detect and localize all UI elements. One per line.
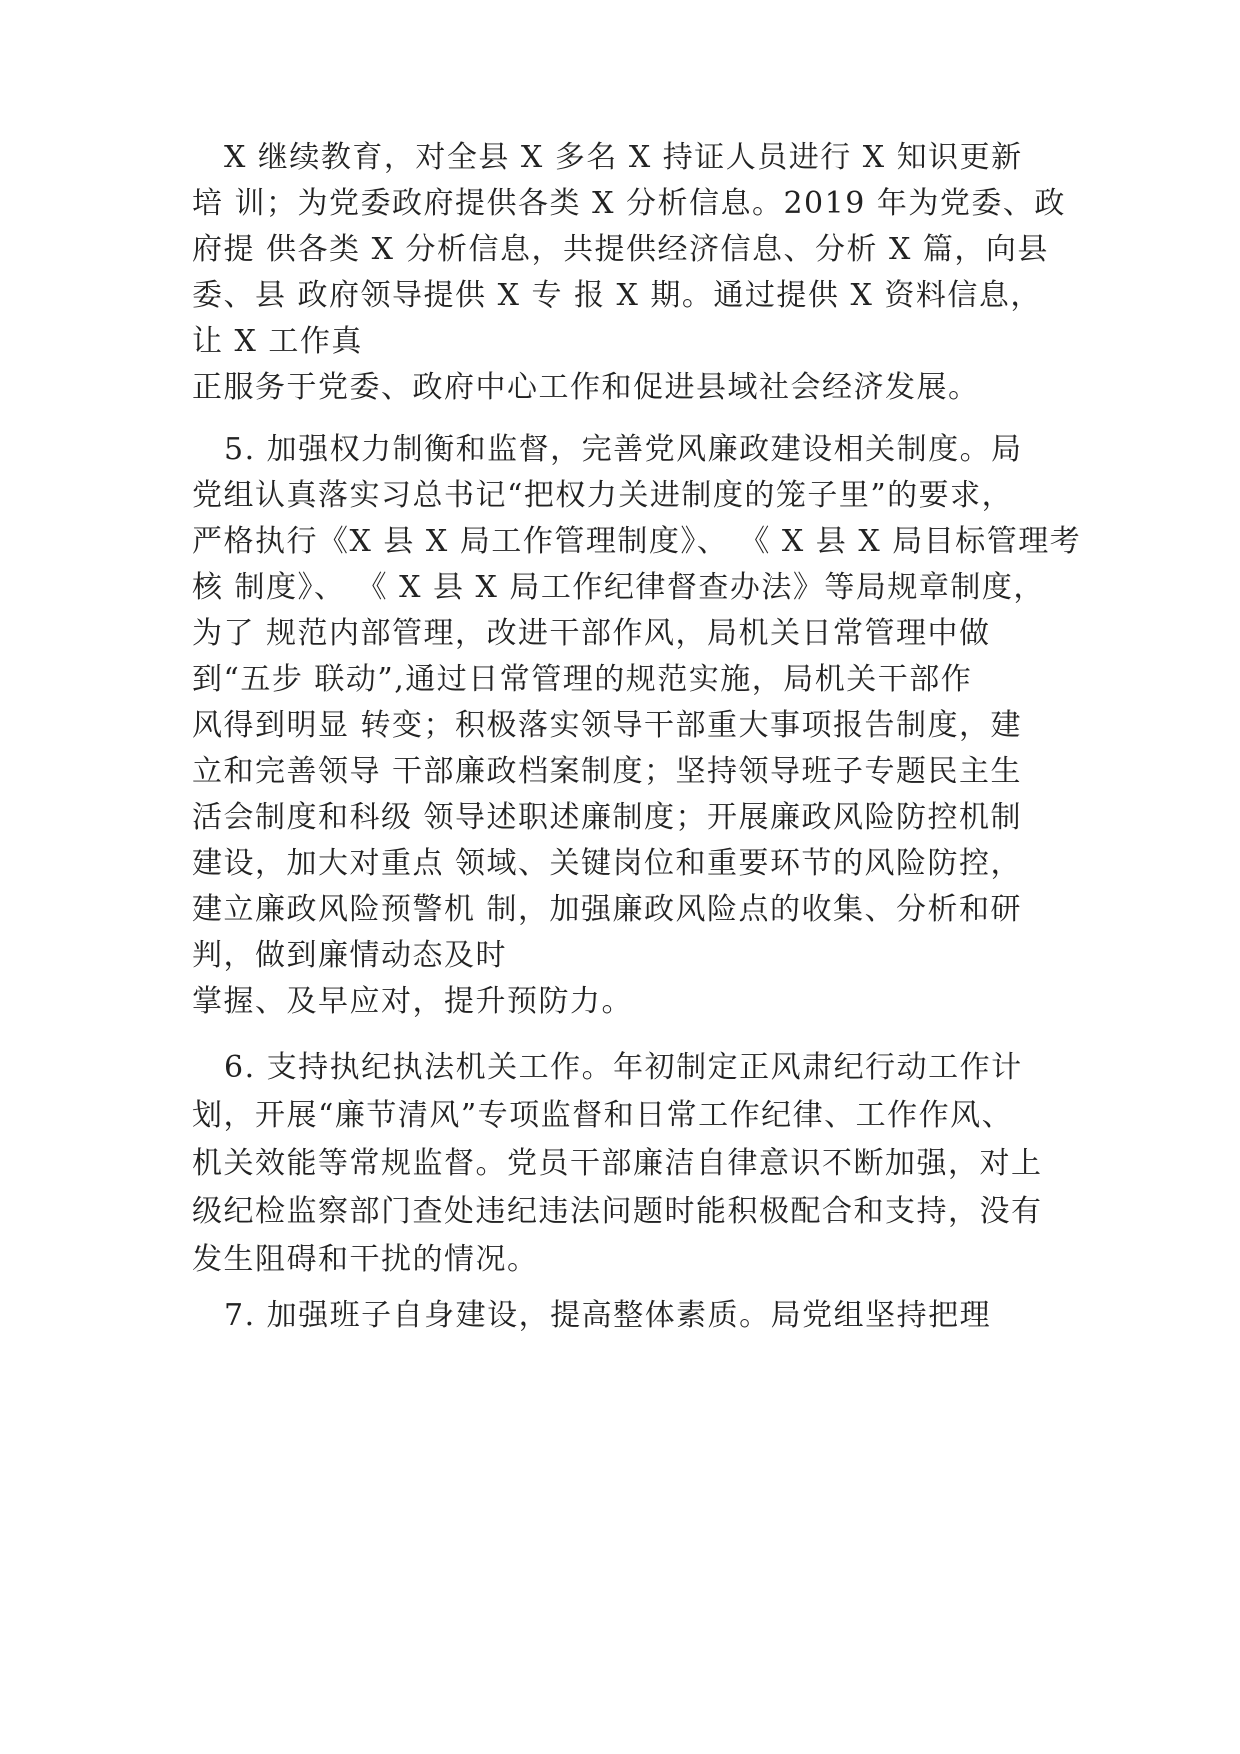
text-line: 府提 供各类 X 分析信息，共提供经济信息、分析 X 篇，向县	[192, 232, 1049, 267]
text-line: 立和完善领导 干部廉政档案制度；坚持领导班子专题民主生	[192, 754, 1023, 789]
text-line: 严格执行《X 县 X 局工作管理制度》、 《 X 县 X 局目标管理考	[192, 524, 1082, 559]
text-line: 级纪检监察部门查处违纪违法问题时能积极配合和支持，没有	[192, 1194, 1043, 1229]
text-line: 划，开展“廉节清风”专项监督和日常工作纪律、工作作风、	[192, 1098, 1014, 1133]
text-line: X 继续教育，对全县 X 多名 X 持证人员进行 X 知识更新	[224, 140, 1023, 175]
text-line: 正服务于党委、政府中心工作和促进县域社会经济发展。	[192, 370, 980, 405]
text-line: 风得到明显 转变；积极落实领导干部重大事项报告制度，建	[192, 708, 1023, 743]
text-line: 6. 支持执纪执法机关工作。年初制定正风肃纪行动工作计	[224, 1050, 1023, 1085]
text-line: 活会制度和科级 领导述职述廉制度；开展廉政风险防控机制	[192, 800, 1023, 835]
text-line: 让 X 工作真	[192, 324, 363, 359]
text-line: 机关效能等常规监督。党员干部廉洁自律意识不断加强，对上	[192, 1146, 1043, 1181]
text-line: 核 制度》、 《 X 县 X 局工作纪律督查办法》等局规章制度，	[192, 570, 1045, 605]
text-line: 掌握、及早应对，提升预防力。	[192, 984, 633, 1019]
text-line: 5. 加强权力制衡和监督，完善党风廉政建设相关制度。局	[224, 432, 1023, 467]
text-line: 判，做到廉情动态及时	[192, 938, 507, 973]
text-line: 到“五步 联动”,通过日常管理的规范实施，局机关干部作	[192, 662, 973, 697]
text-line: 党组认真落实习总书记“把权力关进制度的笼子里”的要求，	[192, 478, 1014, 513]
text-line: 建立廉政风险预警机 制，加强廉政风险点的收集、分析和研	[192, 892, 1023, 927]
text-line: 培 训；为党委政府提供各类 X 分析信息。2019 年为党委、政	[192, 186, 1066, 221]
text-line: 为了 规范内部管理，改进干部作风，局机关日常管理中做	[192, 616, 991, 651]
text-line: 发生阻碍和干扰的情况。	[192, 1242, 539, 1277]
text-line: 委、县 政府领导提供 X 专 报 X 期。通过提供 X 资料信息，	[192, 278, 1042, 313]
text-line: 建设，加大对重点 领域、关键岗位和重要环节的风险防控，	[192, 846, 1023, 881]
text-line: 7. 加强班子自身建设，提高整体素质。局党组坚持把理	[224, 1298, 992, 1333]
